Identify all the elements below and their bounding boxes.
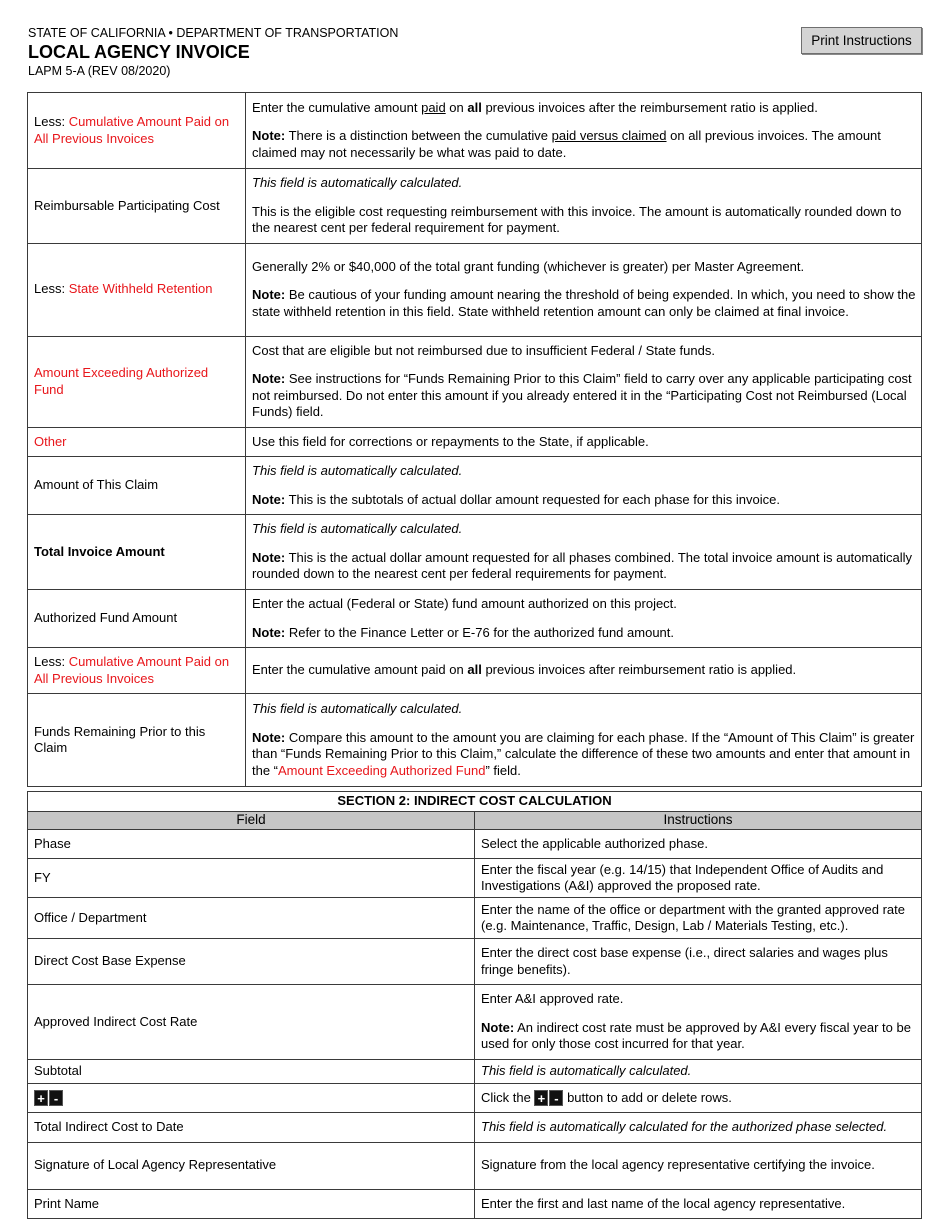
- instruction-cell: This field is automatically calculated. Note: Compare this amount to the amount you are claiming for each phase. If the “Amount of This Claim” is greater than “Funds Remaining Prior to this Claim,” calculate the difference of these two amounts and enter that amount in the “Amount Exceeding Authorized Fund” field.: [246, 694, 922, 787]
- instruction-cell: This field is automatically calculated for the authorized phase selected.: [475, 1113, 922, 1143]
- table-row: [28, 898, 922, 939]
- table-row: [28, 1083, 922, 1113]
- field-label: Other: [28, 427, 246, 457]
- instruction-cell: Generally 2% or $40,000 of the total grant funding (whichever is greater) per Master Agreement. Note: Be cautious of your funding amount nearing the threshold of being expended. In which, you need to show the state withheld retention in this field. State withheld retention amount can only be claimed at final invoice.: [246, 243, 922, 336]
- instruction-cell: This field is automatically calculated. Note: This is the subtotals of actual dollar amount requested for each phase for this invoice.: [246, 457, 922, 515]
- table-row: [28, 243, 922, 336]
- field-label: Total Indirect Cost to Date: [28, 1113, 475, 1143]
- instruction-cell: Enter A&I approved rate. Note: An indirect cost rate must be approved by A&I every fiscal year to be used for only those cost incurred for that year.: [475, 985, 922, 1060]
- table-row: [28, 590, 922, 648]
- instruction-cell: Signature from the local agency representative certifying the invoice.: [475, 1142, 922, 1189]
- table-row: [28, 939, 922, 985]
- instruction-cell: Enter the direct cost base expense (i.e., direct salaries and wages plus fringe benefits).: [475, 939, 922, 985]
- field-label: Phase: [28, 829, 475, 859]
- column-header-field: Field: [28, 811, 475, 829]
- add-delete-buttons-inline: [534, 1090, 563, 1106]
- table-row: [28, 457, 922, 515]
- minus-icon: -: [549, 1090, 563, 1106]
- instruction-cell: This field is automatically calculated.: [475, 1059, 922, 1083]
- field-label: State Withheld Retention: [68, 281, 213, 297]
- form-header: [28, 26, 398, 79]
- table-row: [28, 1113, 922, 1143]
- section-title: SECTION 2: INDIRECT COST CALCULATION: [28, 792, 922, 812]
- field-label: FY: [28, 859, 475, 898]
- instruction-cell: Enter the actual (Federal or State) fund amount authorized on this project. Note: Refer to the Finance Letter or E-76 for the authorized fund amount.: [246, 590, 922, 648]
- field-label: Cumulative Amount Paid on All Previous Invoices: [34, 114, 230, 146]
- table-row: [28, 427, 922, 457]
- form-title: LOCAL AGENCY INVOICE: [28, 42, 250, 62]
- field-cell: Less: State Withheld Retention: [28, 243, 246, 336]
- field-label: Signature of Local Agency Representative: [28, 1142, 475, 1189]
- field-label: Cumulative Amount Paid on All Previous Invoices: [34, 654, 230, 686]
- table-row: [28, 1059, 922, 1083]
- form-number: LAPM 5-A (REV 08/2020): [28, 64, 171, 78]
- field-label: Approved Indirect Cost Rate: [28, 985, 475, 1060]
- table-row: [28, 648, 922, 694]
- instruction-cell: Enter the cumulative amount paid on all previous invoices after the reimbursement ratio is applied. Note: There is a distinction between the cumulative paid versus claimed on all previous invoices. The amount claimed may not necessarily be what was paid to date.: [246, 93, 922, 169]
- table-row: [28, 1189, 922, 1219]
- section2-indirect-cost-table: [27, 791, 922, 1219]
- table-row: [28, 985, 922, 1060]
- instruction-cell: Select the applicable authorized phase.: [475, 829, 922, 859]
- add-delete-buttons: [34, 1090, 63, 1106]
- table-row: [28, 515, 922, 590]
- instruction-cell: Use this field for corrections or repayments to the State, if applicable.: [246, 427, 922, 457]
- section1-instructions-table: [27, 92, 922, 787]
- add-delete-buttons-cell: [28, 1083, 475, 1113]
- column-header-row: [28, 811, 922, 829]
- field-label: Office / Department: [28, 898, 475, 939]
- field-label: Amount of This Claim: [28, 457, 246, 515]
- field-label: Print Name: [28, 1189, 475, 1219]
- plus-icon: +: [534, 1090, 548, 1106]
- table-row: [28, 93, 922, 169]
- instruction-cell: Cost that are eligible but not reimbursed due to insufficient Federal / State funds. Note: See instructions for “Funds Remaining Prior to this Claim” field to carry over any applicable participating cost not reimbursed. Do not enter this amount if you already entered it in the “Participating Cost not Reimbursed (Local Funds) field.: [246, 336, 922, 427]
- field-cell: Less: Cumulative Amount Paid on All Previous Invoices: [28, 93, 246, 169]
- field-label: Funds Remaining Prior to this Claim: [28, 694, 246, 787]
- field-label: Direct Cost Base Expense: [28, 939, 475, 985]
- field-label: Amount Exceeding Authorized Fund: [28, 336, 246, 427]
- agency-name: STATE OF CALIFORNIA • DEPARTMENT OF TRANSPORTATION: [28, 26, 399, 40]
- instruction-cell: Enter the first and last name of the local agency representative.: [475, 1189, 922, 1219]
- minus-icon: -: [49, 1090, 63, 1106]
- section-title-row: [28, 792, 922, 812]
- plus-icon: +: [34, 1090, 48, 1106]
- field-label: Subtotal: [28, 1059, 475, 1083]
- instruction-cell: This field is automatically calculated. Note: This is the actual dollar amount requested for all phases combined. The total invoice amount is automatically rounded down to the nearest cent per federal requirements for payment.: [246, 515, 922, 590]
- instruction-cell: Enter the name of the office or department with the granted approved rate (e.g. Maintenance, Traffic, Design, Lab / Materials Testing, etc.).: [475, 898, 922, 939]
- field-cell: Less: Cumulative Amount Paid on All Previous Invoices: [28, 648, 246, 694]
- table-row: [28, 829, 922, 859]
- table-row: [28, 859, 922, 898]
- instruction-cell: Enter the cumulative amount paid on all previous invoices after reimbursement ratio is applied.: [246, 648, 922, 694]
- table-row: [28, 1142, 922, 1189]
- instruction-cell: This field is automatically calculated. This is the eligible cost requesting reimbursement with this invoice. The amount is automatically rounded down to the nearest cent per federal requirement for payment.: [246, 169, 922, 244]
- field-label: Total Invoice Amount: [28, 515, 246, 590]
- table-row: [28, 336, 922, 427]
- field-label: Reimbursable Participating Cost: [28, 169, 246, 244]
- table-row: [28, 694, 922, 787]
- instruction-cell: Enter the fiscal year (e.g. 14/15) that Independent Office of Audits and Investigations (A&I) approved the proposed rate.: [475, 859, 922, 898]
- table-row: [28, 169, 922, 244]
- column-header-instructions: Instructions: [475, 811, 922, 829]
- instruction-cell: Click the + - button to add or delete rows.: [475, 1083, 922, 1113]
- print-instructions-button[interactable]: Print Instructions: [801, 27, 922, 54]
- field-label: Authorized Fund Amount: [28, 590, 246, 648]
